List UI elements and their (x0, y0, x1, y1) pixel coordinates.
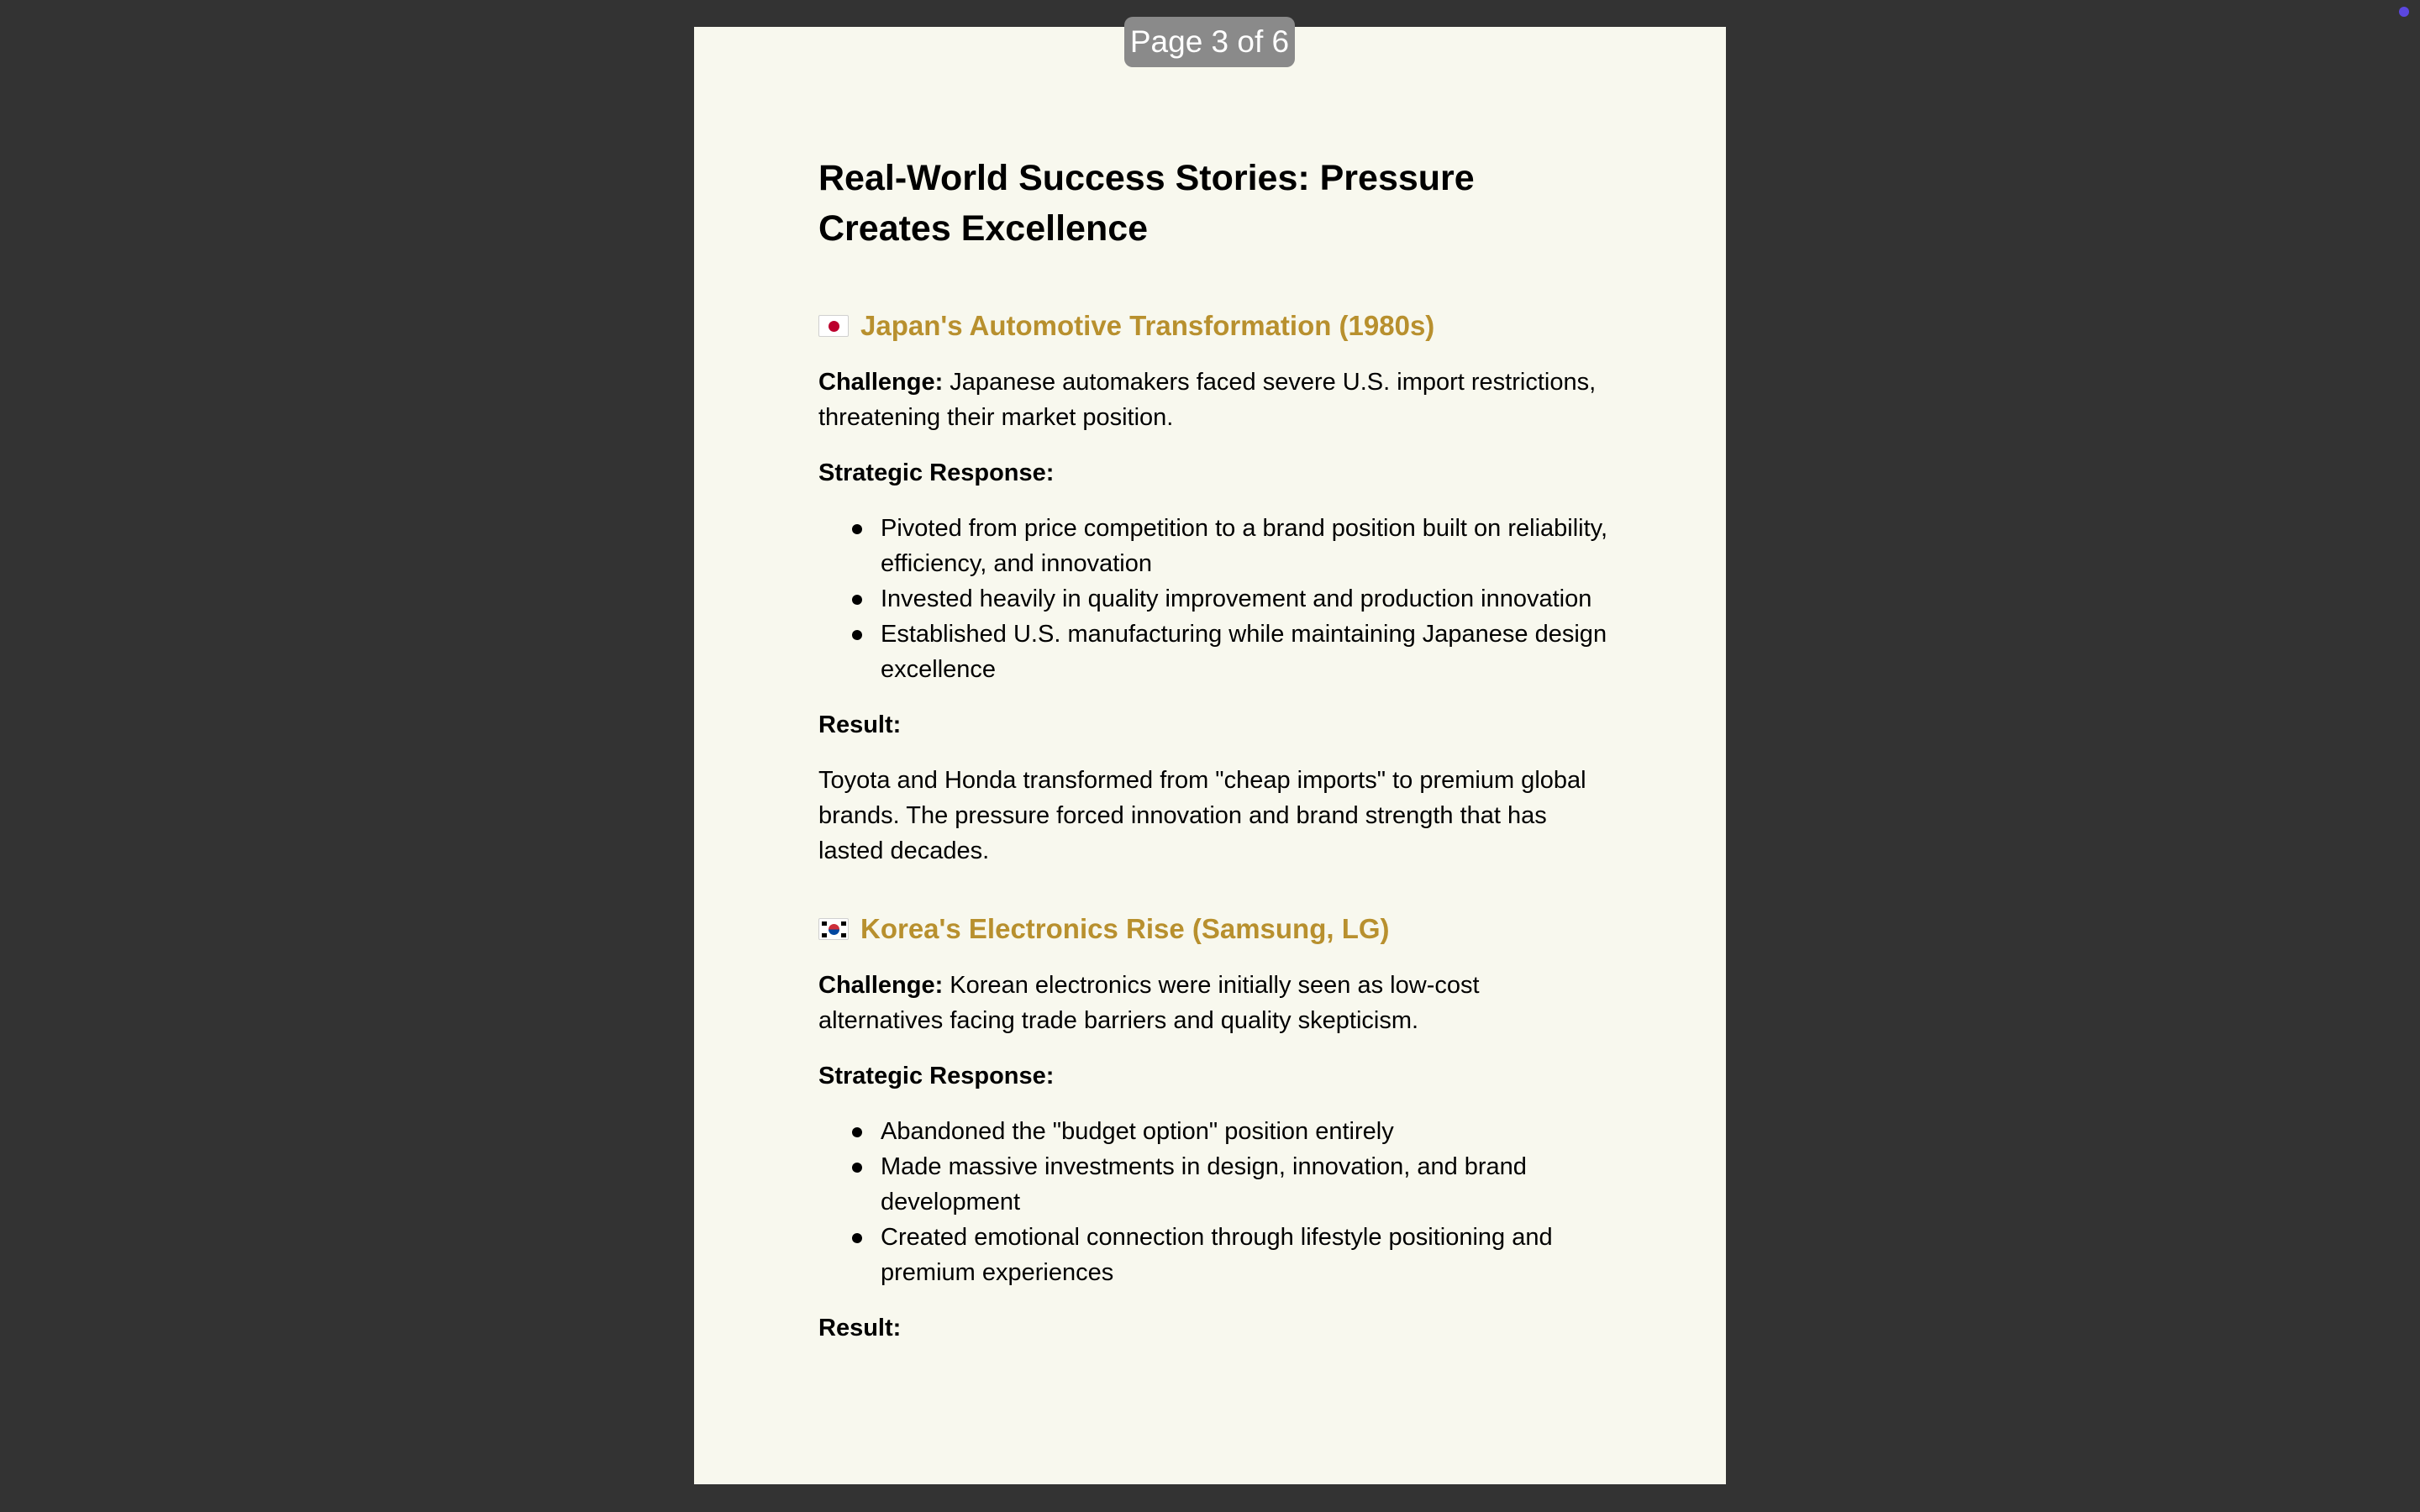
result-paragraph: Toyota and Honda transformed from "cheap imports" to premium global brands. The pressure forced innovation and brand strength that has lasted decades. (818, 767, 1586, 864)
section-heading-korea (818, 911, 1608, 948)
page-content (818, 153, 1608, 1346)
list-item: Established U.S. manufacturing while maintaining Japanese design excellence (818, 617, 1608, 687)
status-dot-icon (2399, 7, 2409, 17)
result-label: Result: (818, 1315, 902, 1341)
challenge-text: Japanese automakers faced severe U.S. import restrictions, threatening their market position. (818, 369, 1597, 431)
strategic-response-label: Strategic Response: (818, 459, 1055, 486)
result-label: Result: (818, 711, 902, 738)
challenge-text: Korean electronics were initially seen as low-cost alternatives facing trade barriers and quality skepticism. (818, 972, 1480, 1034)
list-item: Invested heavily in quality improvement and production innovation (818, 581, 1608, 617)
case-study-japan (818, 307, 1608, 869)
challenge-label: Challenge: (818, 369, 944, 396)
document-page (694, 27, 1726, 1484)
challenge-label: Challenge: (818, 972, 944, 999)
page-title: Real-World Success Stories: Pressure Creates Excellence (818, 158, 1475, 249)
section-heading-text: Japan's Automotive Transformation (1980s) (860, 310, 1435, 341)
list-item: Created emotional connection through lifestyle positioning and premium experiences (818, 1220, 1608, 1290)
list-item: Abandoned the "budget option" position entirely (818, 1114, 1608, 1149)
strategic-response-list (818, 1114, 1608, 1290)
section-heading-japan (818, 307, 1608, 344)
japan-flag-icon (818, 315, 849, 337)
strategic-response-label: Strategic Response: (818, 1063, 1055, 1089)
list-item: Pivoted from price competition to a brand position built on reliability, efficiency, and innovation (818, 511, 1608, 581)
challenge-paragraph (818, 968, 1608, 1038)
case-study-korea (818, 911, 1608, 1346)
section-heading-text: Korea's Electronics Rise (Samsung, LG) (860, 913, 1390, 944)
page-indicator: Page 3 of 6 (1124, 17, 1295, 67)
strategic-response-list (818, 511, 1608, 687)
list-item: Made massive investments in design, innovation, and brand development (818, 1149, 1608, 1220)
south-korea-flag-icon (818, 918, 849, 940)
challenge-paragraph (818, 365, 1608, 435)
